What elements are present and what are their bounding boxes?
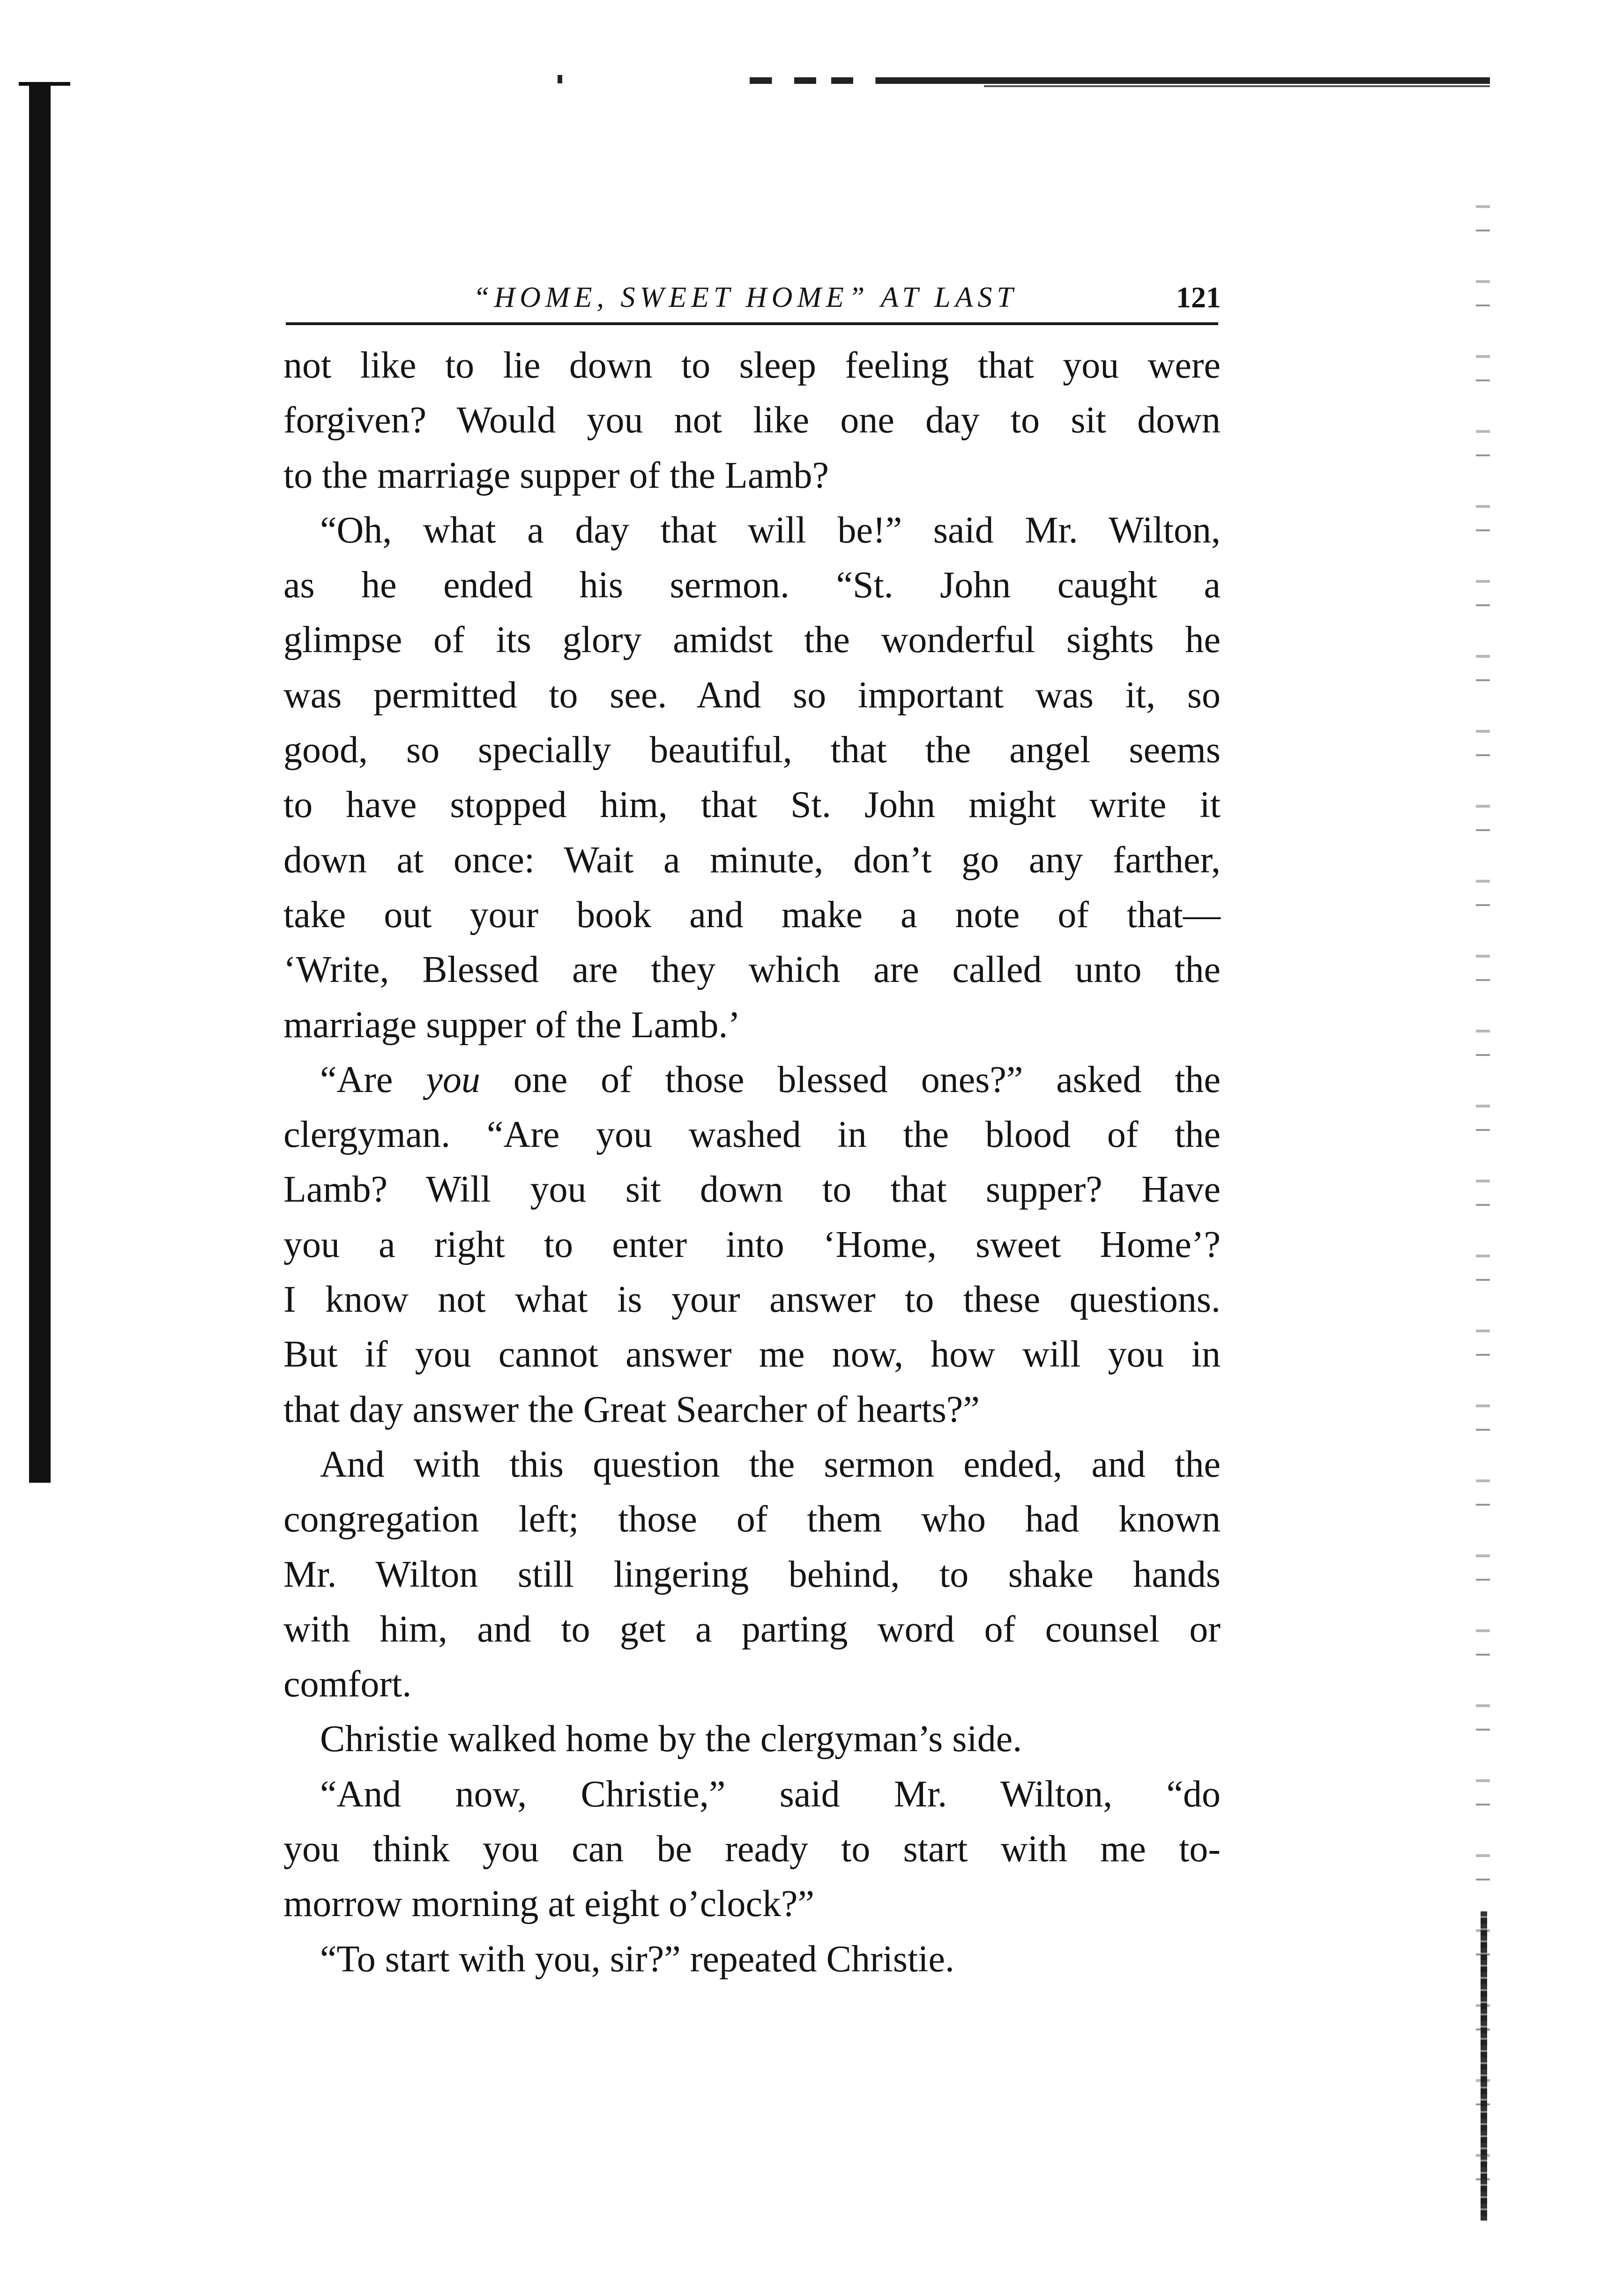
text-line: forgiven? Would you not like one day to sit down bbox=[283, 400, 1221, 441]
text-line: “To start with you, sir?” repeated Christie. bbox=[320, 1938, 954, 1980]
scan-artifact-rule bbox=[750, 77, 1490, 84]
text-line: clergyman. “Are you washed in the blood of the bbox=[283, 1114, 1221, 1156]
line-text: one of those blessed ones?” asked the bbox=[480, 1059, 1221, 1100]
text-line: Mr. Wilton still lingering behind, to shake hands bbox=[283, 1553, 1221, 1595]
scan-artifact-rule-thin bbox=[984, 85, 1490, 87]
emphasis-text: you bbox=[426, 1059, 480, 1100]
text-line: good, so specially beautiful, that the angel seems bbox=[283, 729, 1221, 771]
page-number: 121 bbox=[1176, 281, 1221, 314]
text-line: to the marriage supper of the Lamb? bbox=[283, 454, 829, 496]
binding-edge bbox=[29, 82, 51, 1483]
text-line: not like to lie down to sleep feeling that you were bbox=[283, 345, 1221, 386]
running-title: “HOME, SWEET HOME” AT LAST bbox=[473, 282, 1018, 313]
text-line: congregation left; those of them who had known bbox=[283, 1499, 1221, 1540]
text-line: was permitted to see. And so important was it, so bbox=[283, 674, 1221, 716]
text-line: with him, and to get a parting word of counsel or bbox=[283, 1608, 1221, 1650]
text-line: take out your book and make a note of that— bbox=[283, 894, 1221, 936]
text-line: Christie walked home by the clergyman’s side. bbox=[320, 1718, 1022, 1760]
text-line: “Oh, what a day that will be!” said Mr. Wilton, bbox=[320, 509, 1221, 551]
text-line: down at once: Wait a minute, don’t go any farther, bbox=[283, 839, 1221, 881]
text-line: marriage supper of the Lamb.’ bbox=[283, 1004, 741, 1046]
text-line: comfort. bbox=[283, 1664, 412, 1705]
body-text bbox=[283, 338, 1221, 1987]
text-line-with-emphasis bbox=[283, 1053, 1221, 1107]
page-edge-speckle bbox=[1476, 187, 1490, 2202]
text-line: to have stopped him, that St. John might write it bbox=[283, 784, 1221, 826]
text-line: And with this question the sermon ended, and the bbox=[320, 1443, 1221, 1485]
running-head bbox=[286, 276, 1223, 319]
text-line: glimpse of its glory amidst the wonderful sights he bbox=[283, 619, 1221, 661]
line-text: “Are bbox=[320, 1059, 426, 1100]
text-line: I know not what is your answer to these questions. bbox=[283, 1279, 1221, 1321]
text-line: you a right to enter into ‘Home, sweet Home’? bbox=[283, 1224, 1221, 1265]
text-line: as he ended his sermon. “St. John caught a bbox=[283, 565, 1221, 606]
text-line: But if you cannot answer me now, how will you in bbox=[283, 1334, 1221, 1375]
text-line: morrow morning at eight o’clock?” bbox=[283, 1883, 814, 1925]
text-line: ‘Write, Blessed are they which are called unto the bbox=[283, 949, 1221, 991]
scan-mark bbox=[558, 75, 562, 83]
text-line: you think you can be ready to start with me to- bbox=[283, 1828, 1221, 1870]
text-line: “And now, Christie,” said Mr. Wilton, “do bbox=[320, 1773, 1221, 1815]
text-line: that day answer the Great Searcher of hearts?” bbox=[283, 1389, 980, 1430]
header-rule bbox=[286, 322, 1218, 325]
page-edge-shadow bbox=[1481, 1911, 1487, 2221]
text-line: Lamb? Will you sit down to that supper? Have bbox=[283, 1169, 1221, 1211]
